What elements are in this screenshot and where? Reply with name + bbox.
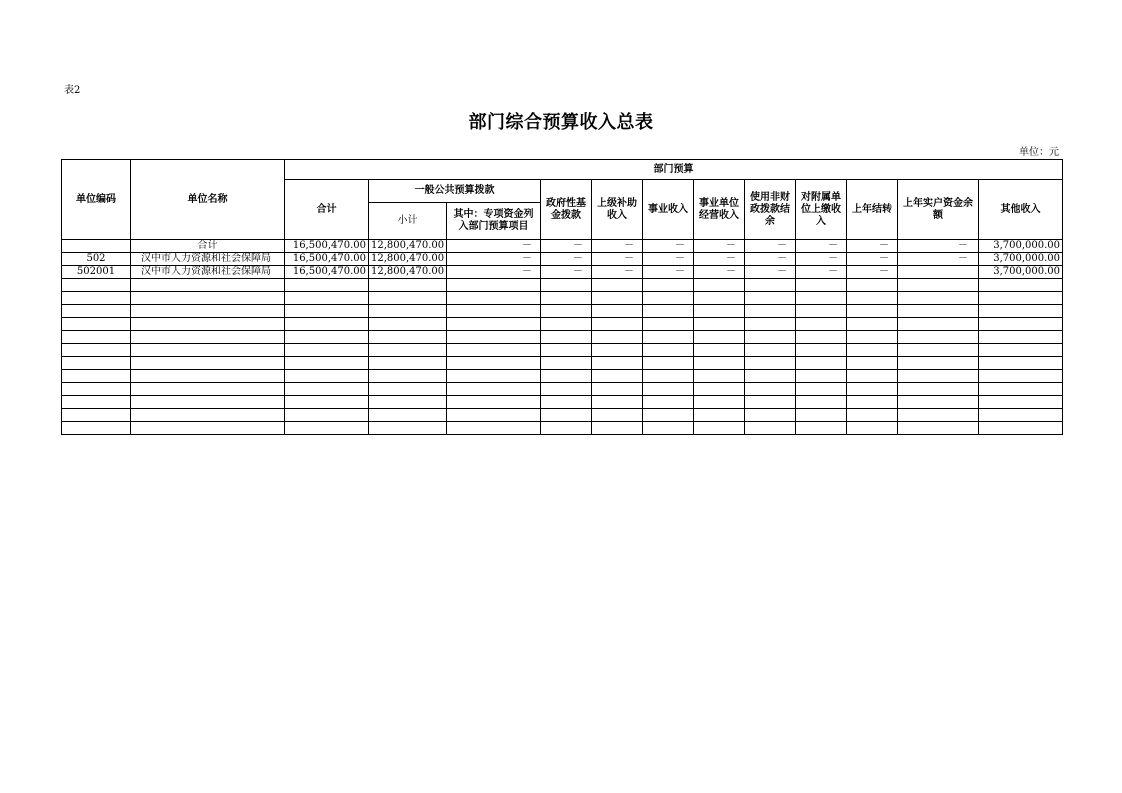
empty-cell: [847, 279, 898, 292]
empty-cell: [694, 318, 745, 331]
cell-affiliated: －: [796, 240, 847, 253]
cell-other: 3,700,000.00: [979, 266, 1063, 279]
empty-cell: [643, 292, 694, 305]
empty-cell: [369, 344, 447, 357]
cell-gov-fund: －: [541, 240, 592, 253]
empty-cell: [694, 383, 745, 396]
header-superior-subsidy: 上级补助收入: [592, 180, 643, 240]
table-row: [62, 266, 1063, 279]
empty-row: [62, 396, 1063, 409]
empty-cell: [643, 409, 694, 422]
cell-superior: －: [592, 240, 643, 253]
empty-cell: [694, 396, 745, 409]
empty-cell: [131, 370, 285, 383]
empty-cell: [979, 409, 1063, 422]
empty-cell: [745, 422, 796, 435]
empty-cell: [979, 331, 1063, 344]
header-operating-income: 事业单位经营收入: [694, 180, 745, 240]
table-row: [62, 253, 1063, 266]
empty-row: [62, 331, 1063, 344]
header-total: 合计: [285, 180, 369, 240]
cell-non-fiscal: －: [745, 240, 796, 253]
header-name: 单位名称: [131, 160, 285, 240]
cell-superior: －: [592, 253, 643, 266]
empty-cell: [285, 370, 369, 383]
cell-subtotal: 12,800,470.00: [369, 266, 447, 279]
table-row: [62, 240, 1063, 253]
empty-cell: [745, 396, 796, 409]
empty-cell: [369, 370, 447, 383]
empty-cell: [643, 331, 694, 344]
empty-cell: [979, 357, 1063, 370]
empty-cell: [979, 292, 1063, 305]
empty-cell: [898, 318, 979, 331]
cell-business: －: [643, 240, 694, 253]
empty-cell: [62, 331, 131, 344]
header-subtotal: 小计: [369, 203, 447, 240]
empty-cell: [369, 422, 447, 435]
empty-cell: [847, 331, 898, 344]
header-gov-fund: 政府性基金拨款: [541, 180, 592, 240]
empty-cell: [285, 292, 369, 305]
budget-revenue-table: [61, 159, 1063, 435]
cell-carryover: －: [847, 253, 898, 266]
empty-cell: [541, 305, 592, 318]
empty-cell: [643, 357, 694, 370]
empty-cell: [369, 357, 447, 370]
empty-cell: [643, 383, 694, 396]
empty-cell: [592, 370, 643, 383]
header-dept-budget: 部门预算: [285, 160, 1063, 180]
cell-total: 16,500,470.00: [285, 253, 369, 266]
empty-cell: [796, 305, 847, 318]
empty-cell: [131, 409, 285, 422]
header-special-funds: 其中：专项资金列入部门预算项目: [447, 203, 541, 240]
empty-cell: [369, 331, 447, 344]
cell-affiliated: －: [796, 253, 847, 266]
empty-cell: [979, 305, 1063, 318]
empty-cell: [979, 396, 1063, 409]
cell-business: －: [643, 266, 694, 279]
empty-cell: [131, 396, 285, 409]
empty-cell: [285, 331, 369, 344]
empty-cell: [447, 279, 541, 292]
empty-cell: [62, 305, 131, 318]
empty-row: [62, 383, 1063, 396]
table-number: 表2: [64, 85, 81, 96]
empty-cell: [643, 305, 694, 318]
empty-cell: [592, 383, 643, 396]
cell-non-fiscal: －: [745, 266, 796, 279]
empty-cell: [796, 409, 847, 422]
empty-cell: [847, 344, 898, 357]
empty-cell: [369, 318, 447, 331]
empty-cell: [898, 357, 979, 370]
header-business-income: 事业收入: [643, 180, 694, 240]
cell-code: 502: [62, 253, 131, 266]
empty-cell: [592, 292, 643, 305]
empty-cell: [694, 409, 745, 422]
empty-cell: [796, 370, 847, 383]
cell-carryover: －: [847, 266, 898, 279]
empty-cell: [898, 331, 979, 344]
empty-cell: [847, 370, 898, 383]
cell-balance: [898, 266, 979, 279]
empty-cell: [131, 279, 285, 292]
empty-cell: [447, 318, 541, 331]
cell-special: －: [447, 253, 541, 266]
cell-name: 汉中市人力资源和社会保障局: [131, 253, 285, 266]
empty-cell: [592, 279, 643, 292]
cell-subtotal: 12,800,470.00: [369, 253, 447, 266]
empty-cell: [745, 409, 796, 422]
empty-cell: [979, 318, 1063, 331]
empty-cell: [62, 292, 131, 305]
cell-non-fiscal: －: [745, 253, 796, 266]
empty-cell: [541, 279, 592, 292]
empty-cell: [541, 396, 592, 409]
cell-name: 汉中市人力资源和社会保障局: [131, 266, 285, 279]
empty-cell: [541, 357, 592, 370]
empty-cell: [541, 383, 592, 396]
empty-cell: [131, 331, 285, 344]
empty-row: [62, 305, 1063, 318]
empty-cell: [898, 305, 979, 318]
cell-special: －: [447, 240, 541, 253]
empty-cell: [694, 292, 745, 305]
empty-cell: [694, 370, 745, 383]
empty-cell: [447, 331, 541, 344]
cell-business: －: [643, 253, 694, 266]
cell-subtotal: 12,800,470.00: [369, 240, 447, 253]
cell-carryover: －: [847, 240, 898, 253]
empty-cell: [541, 318, 592, 331]
empty-cell: [62, 396, 131, 409]
header-code: 单位编码: [62, 160, 131, 240]
empty-cell: [847, 409, 898, 422]
empty-cell: [694, 344, 745, 357]
empty-cell: [447, 344, 541, 357]
empty-cell: [369, 409, 447, 422]
unit-label: 单位：元: [1019, 147, 1059, 158]
empty-cell: [847, 292, 898, 305]
empty-row: [62, 409, 1063, 422]
empty-cell: [285, 409, 369, 422]
cell-other: 3,700,000.00: [979, 240, 1063, 253]
empty-cell: [131, 305, 285, 318]
empty-cell: [285, 383, 369, 396]
empty-cell: [745, 370, 796, 383]
empty-cell: [847, 318, 898, 331]
empty-cell: [285, 422, 369, 435]
empty-cell: [62, 357, 131, 370]
empty-cell: [745, 318, 796, 331]
empty-cell: [592, 409, 643, 422]
empty-cell: [796, 292, 847, 305]
empty-cell: [541, 344, 592, 357]
empty-cell: [592, 331, 643, 344]
empty-cell: [745, 292, 796, 305]
empty-cell: [694, 331, 745, 344]
empty-cell: [847, 396, 898, 409]
empty-cell: [643, 318, 694, 331]
empty-cell: [62, 279, 131, 292]
empty-cell: [285, 305, 369, 318]
header-balance: 上年实户资金余额: [898, 180, 979, 240]
empty-cell: [898, 409, 979, 422]
empty-cell: [796, 344, 847, 357]
empty-cell: [447, 422, 541, 435]
empty-row: [62, 279, 1063, 292]
empty-cell: [131, 383, 285, 396]
empty-cell: [643, 344, 694, 357]
cell-code: 502001: [62, 266, 131, 279]
empty-cell: [285, 344, 369, 357]
empty-cell: [643, 422, 694, 435]
cell-superior: －: [592, 266, 643, 279]
empty-cell: [898, 396, 979, 409]
empty-cell: [285, 357, 369, 370]
empty-cell: [898, 279, 979, 292]
empty-cell: [898, 344, 979, 357]
empty-cell: [369, 396, 447, 409]
empty-cell: [541, 331, 592, 344]
empty-cell: [796, 383, 847, 396]
empty-cell: [643, 370, 694, 383]
empty-cell: [694, 357, 745, 370]
empty-cell: [796, 357, 847, 370]
cell-operating: －: [694, 266, 745, 279]
empty-cell: [131, 344, 285, 357]
empty-cell: [62, 318, 131, 331]
empty-cell: [694, 305, 745, 318]
header-carryover: 上年结转: [847, 180, 898, 240]
empty-cell: [694, 422, 745, 435]
empty-cell: [131, 292, 285, 305]
empty-cell: [541, 292, 592, 305]
empty-cell: [131, 357, 285, 370]
cell-code: [62, 240, 131, 253]
cell-total: 16,500,470.00: [285, 266, 369, 279]
empty-cell: [62, 370, 131, 383]
empty-cell: [285, 396, 369, 409]
empty-cell: [285, 318, 369, 331]
cell-operating: －: [694, 240, 745, 253]
empty-cell: [796, 318, 847, 331]
empty-row: [62, 357, 1063, 370]
empty-cell: [592, 344, 643, 357]
empty-cell: [796, 331, 847, 344]
empty-cell: [131, 318, 285, 331]
empty-cell: [592, 357, 643, 370]
empty-cell: [369, 305, 447, 318]
empty-cell: [694, 279, 745, 292]
empty-cell: [979, 422, 1063, 435]
empty-cell: [796, 279, 847, 292]
empty-cell: [447, 396, 541, 409]
empty-cell: [847, 422, 898, 435]
cell-balance: －: [898, 253, 979, 266]
cell-balance: －: [898, 240, 979, 253]
empty-cell: [745, 279, 796, 292]
empty-cell: [979, 279, 1063, 292]
cell-affiliated: －: [796, 266, 847, 279]
cell-total: 16,500,470.00: [285, 240, 369, 253]
empty-cell: [847, 357, 898, 370]
empty-cell: [796, 396, 847, 409]
empty-cell: [62, 344, 131, 357]
empty-cell: [847, 305, 898, 318]
empty-cell: [592, 396, 643, 409]
empty-cell: [447, 305, 541, 318]
cell-other: 3,700,000.00: [979, 253, 1063, 266]
empty-cell: [979, 344, 1063, 357]
cell-gov-fund: －: [541, 253, 592, 266]
empty-cell: [898, 292, 979, 305]
cell-operating: －: [694, 253, 745, 266]
empty-row: [62, 422, 1063, 435]
empty-cell: [643, 279, 694, 292]
empty-cell: [979, 370, 1063, 383]
empty-cell: [745, 383, 796, 396]
empty-cell: [62, 409, 131, 422]
empty-row: [62, 370, 1063, 383]
cell-name: 合计: [131, 240, 285, 253]
empty-cell: [745, 305, 796, 318]
cell-special: －: [447, 266, 541, 279]
empty-cell: [369, 292, 447, 305]
empty-cell: [447, 357, 541, 370]
empty-cell: [592, 305, 643, 318]
header-other-income: 其他收入: [979, 180, 1063, 240]
cell-gov-fund: －: [541, 266, 592, 279]
empty-cell: [62, 422, 131, 435]
empty-cell: [285, 279, 369, 292]
empty-cell: [541, 409, 592, 422]
empty-cell: [447, 292, 541, 305]
empty-cell: [541, 422, 592, 435]
empty-cell: [796, 422, 847, 435]
empty-cell: [447, 370, 541, 383]
header-non-fiscal: 使用非财政拨款结余: [745, 180, 796, 240]
empty-cell: [131, 422, 285, 435]
empty-cell: [369, 279, 447, 292]
empty-cell: [979, 383, 1063, 396]
page-title: 部门综合预算收入总表: [468, 112, 654, 133]
empty-cell: [898, 422, 979, 435]
empty-cell: [847, 383, 898, 396]
empty-cell: [369, 383, 447, 396]
empty-cell: [592, 318, 643, 331]
empty-row: [62, 292, 1063, 305]
empty-cell: [643, 396, 694, 409]
empty-cell: [745, 344, 796, 357]
empty-cell: [745, 331, 796, 344]
empty-row: [62, 318, 1063, 331]
empty-row: [62, 344, 1063, 357]
header-general-budget: 一般公共预算拨款: [369, 180, 541, 203]
empty-cell: [447, 409, 541, 422]
empty-cell: [745, 357, 796, 370]
empty-cell: [447, 383, 541, 396]
empty-cell: [592, 422, 643, 435]
empty-cell: [898, 383, 979, 396]
empty-cell: [541, 370, 592, 383]
header-affiliated-payment: 对附属单位上缴收入: [796, 180, 847, 240]
empty-cell: [62, 383, 131, 396]
empty-cell: [898, 370, 979, 383]
